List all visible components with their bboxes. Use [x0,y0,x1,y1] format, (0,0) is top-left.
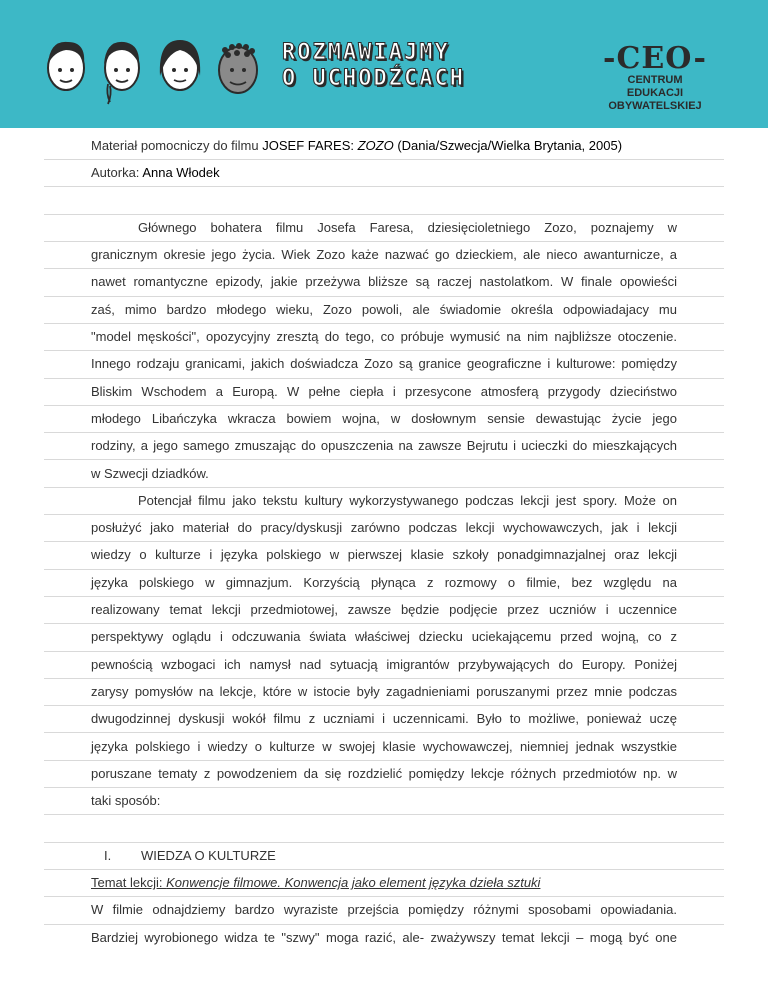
paragraph-line: Innego rodzaju granicami, jakich doświadcza Zozo są granice geograficzne i kulturowe: pomiędzy [91,356,677,372]
paragraph-line: rodziny, a jego samego zmuszając do opuszczenia na zawsze Bejrutu i ucieczki do mieszkających [91,438,677,454]
section-title: WIEDZA O KULTURZE [141,847,276,863]
paragraph-line: granicznym okresie jego życia. Wiek Zozo każe nazwać go dzieckiem, ale nieco awanturnicze, a [91,247,677,263]
ceo-logo-line-1: CENTRUM EDUKACJI [626,74,684,99]
ceo-logo-mark: -CEO- [603,41,707,76]
section-number: I. [104,847,112,863]
paragraph-line: Bardziej wyrobionego widza te "szwy" moga razić, ale- zważywszy temat lekcji – mogą być one [91,929,677,945]
author-line [91,159,677,186]
paragraph-line: realizowany temat lekcji przedmiotowej, zawsze będzie podjęcie przez uczniów i uczennice [91,602,677,618]
paragraph-line: taki sposób: [91,793,161,809]
project-title-line-1: ROZMAWIAJMY [282,40,450,65]
paragraph-line: języka polskiego w gimnazjum. Korzyścią płynąca z rozmowy o filmie, bez względu na [91,574,677,590]
film-title: ZOZO [357,138,394,153]
paragraph-line: wiedzy o kulturze i języka polskiego w pierwszej klasie szkoły ponadgimnazjalnej oraz lekcji [91,547,677,563]
paragraph-line: Głównego bohatera filmu Josefa Faresa, dziesięcioletniego Zozo, poznajemy w [138,219,677,235]
paragraph-line: w Szwecji dziadków. [91,465,209,481]
topic-label: Temat lekcji: [91,875,167,891]
film-details: (Dania/Szwecja/Wielka Brytania, 2005) [393,138,623,153]
paragraph-line: posłużyć jako materiał do pracy/dyskusji zarówno podczas lekcji wychowawczych, jak i lekcji [91,520,677,536]
author-name: Anna Włodek [142,165,220,181]
blank-line [91,187,677,214]
author-label: Autorka: [91,165,143,181]
paragraph-line: Potencjał filmu jako tekstu kultury wykorzystywanego podczas lekcji jest spory. Może on [138,492,677,508]
paragraph-line: poruszane tematy z powodzeniem da się rozdzielić pomiędzy lekcje różnych przedmiotów np. w [91,765,677,781]
paragraph-line: Bliskim Wschodem a Europą. W pełne ciepła i przesycone atmosferą przygody dzieciństwo [91,383,677,399]
paragraph-line: zaś, mimo bardzo młodego wieku, Zozo powoli, ale świadomie określa odpowiadajacy mu [91,301,677,317]
paragraph-line: młodego Libańczyka wkracza bowiem wojna, w dosłownym sensie dewastując życie jego [91,410,677,426]
ceo-logo-line-2: OBYWATELSKIEJ [608,100,702,112]
material-label: Materiał pomocniczy do filmu [91,138,263,153]
illustrated-faces-icon [40,20,270,110]
project-title-line-2: O UCHODŹCACH [282,66,465,91]
paragraph-line: W filmie odnajdziemy bardzo wyraziste przejścia pomiędzy różnymi sposobami opowiadania. [91,902,677,918]
paragraph-line: dwugodzinnej dyskusji wokół filmu z uczniami i uczennicami. Było to możliwe, ponieważ uczę [91,711,677,727]
paragraph-line: "model męskości", opozycyjny zresztą do tego, co próbuje wymusić na nim najbliższe otoczenie. [91,329,677,345]
topic-title: Konwencje filmowe. Konwencja jako element języka dzieła sztuki [166,875,541,891]
paragraph-line: języka polskiego i wiedzy o kulturze w swojej klasie wychowawczej, niemniej jednak wszystkie [91,738,677,754]
blank-line [91,814,677,841]
paragraph-line: perspektywy oglądu i odczuwania świata właściwej dziecku uciekającemu przed wojną, co z [91,629,677,645]
paragraph-line: nawet romantyczne epizody, jakie przeżywa bliższe są raczej nastolatkom. W finale opowieści [91,274,677,290]
ceo-logo [600,41,710,113]
paragraph-line: zarysy pomysłów na lekcje, które w istocie były zagadnieniami poruszanymi przez mnie podczas [91,683,677,699]
paragraph-line: pewnością wzbogaci ich namysł nad sytuacją imigrantów przybywających do Europy. Poniżej [91,656,677,672]
project-title [282,40,465,92]
film-prefix: JOSEF FARES: [262,138,358,153]
section-heading [91,842,677,869]
document-body [91,132,677,951]
lesson-topic [91,869,677,896]
material-line [91,132,677,159]
header-banner [0,0,768,128]
